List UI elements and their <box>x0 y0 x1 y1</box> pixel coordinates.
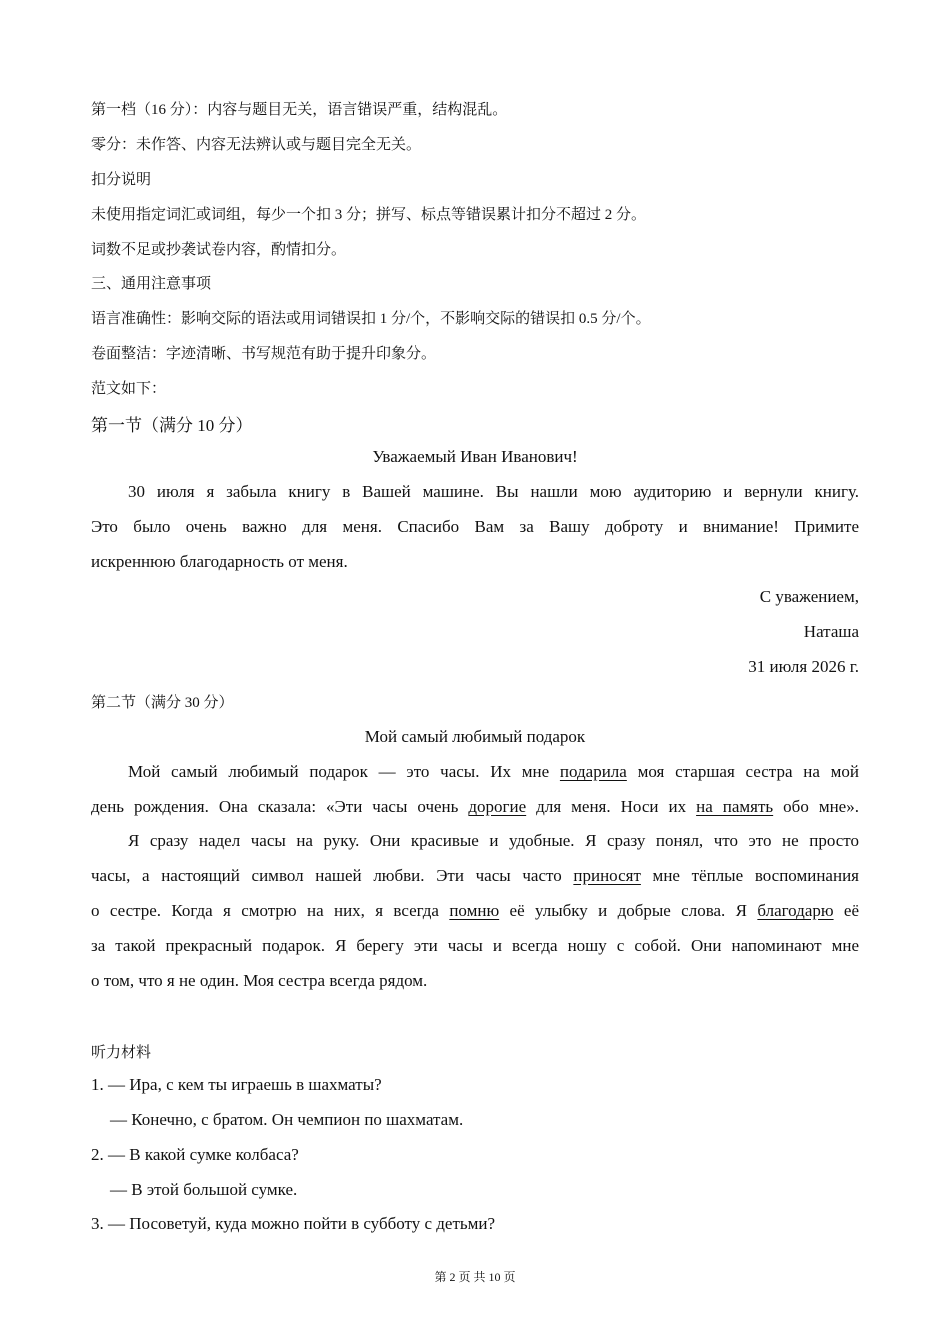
letter-signature: Наташа <box>803 622 859 641</box>
letter-line-1: 30 июля я забыла книгу в Вашей машине. Вы нашли мою аудиторию и вернули книгу. <box>128 482 859 501</box>
essay-p1-line-2: день рождения. Она сказала: «Эти часы очень дорогие для меня. Носи их на память обо мне». <box>91 797 859 816</box>
letter-salutation: Уважаемый Иван Иванович! <box>372 447 578 466</box>
general-rule-1: 语言准确性：影响交际的语法或用词错误扣 1 分/个，不影响交际的错误扣 0.5 分/个。 <box>91 311 651 327</box>
letter-closing: С уважением, <box>759 587 859 606</box>
page-number: 第 2 页 共 10 页 <box>434 1270 516 1284</box>
essay-p2-line-1: Я сразу надел часы на руку. Они красивые и удобные. Я сразу понял, что это не просто <box>128 831 859 850</box>
underlined-word: помню <box>449 901 500 920</box>
letter-line-3: искреннюю благодарность от меня. <box>91 552 348 571</box>
dialogue-2-answer: — В этой большой сумке. <box>110 1180 298 1199</box>
essay-p1-line-1: Мой самый любимый подарок — это часы. Их мне подарила моя старшая сестра на мой <box>128 762 859 781</box>
dialogue-1-answer: — Конечно, с братом. Он чемпион по шахматам. <box>110 1110 464 1129</box>
underlined-word: благодарю <box>757 901 834 920</box>
general-title: 三、通用注意事项 <box>91 276 212 292</box>
essay-p2-line-5: о том, что я не один. Моя сестра всегда рядом. <box>91 971 428 990</box>
letter-line-2: Это было очень важно для меня. Спасибо Вам за Вашу доброту и внимание! Примите <box>91 517 859 536</box>
underlined-word: дорогие <box>468 797 527 816</box>
deduct-rule-2: 词数不足或抄袭试卷内容，酌情扣分。 <box>91 242 347 258</box>
section-2-heading: 第二节（满分 30 分） <box>91 695 234 711</box>
dialogue-3-question: 3. — Посоветуй, куда можно пойти в субботу с детьми? <box>91 1214 496 1233</box>
essay-p2-line-4: за такой прекрасный подарок. Я берегу эти часы и всегда ношу с собой. Они напоминают мне <box>91 936 859 955</box>
essay-title: Мой самый любимый подарок <box>364 727 586 746</box>
deduct-title: 扣分说明 <box>91 172 152 188</box>
general-rule-2: 卷面整洁：字迹清晰、书写规范有助于提升印象分。 <box>91 346 437 362</box>
letter-date: 31 июля 2026 г. <box>748 657 859 676</box>
underlined-word: приносят <box>573 866 641 885</box>
essay-p2-line-2: часы, а настоящий символ нашей любви. Эти часы часто приносят мне тёплые воспоминания <box>91 866 859 885</box>
underlined-word: подарила <box>559 762 627 781</box>
dialogue-1-question: 1. — Ира, с кем ты играешь в шахматы? <box>91 1075 382 1094</box>
underlined-word: на память <box>696 797 774 816</box>
essay-p2-line-3: о сестре. Когда я смотрю на них, я всегда помню её улыбку и добрые слова. Я благодарю её <box>91 901 860 920</box>
section-1-heading: 第一节（满分 10 分） <box>91 416 253 435</box>
rule-zero: 零分：未作答、内容无法辨认或与题目完全无关。 <box>91 137 422 153</box>
listening-title: 听力材料 <box>91 1045 152 1061</box>
dialogue-2-question: 2. — В какой сумке колбаса? <box>91 1145 299 1164</box>
deduct-rule-1: 未使用指定词汇或词组，每少一个扣 3 分；拼写、标点等错误累计扣分不超过 2 分。 <box>91 207 647 223</box>
samples-label: 范文如下： <box>91 381 167 397</box>
rule-tier1: 第一档（16 分）：内容与题目无关，语言错误严重，结构混乱。 <box>91 102 508 118</box>
